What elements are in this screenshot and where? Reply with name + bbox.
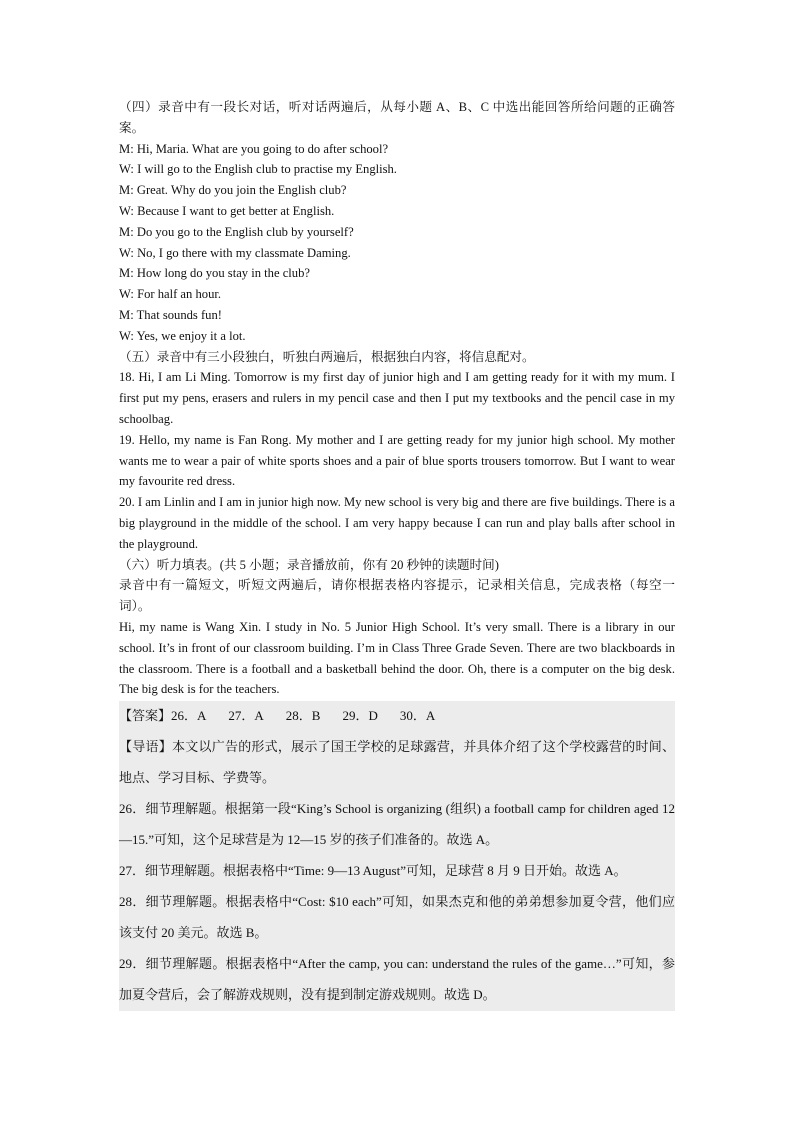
answer-item: 30．A — [399, 708, 436, 723]
answer-item: 28．B — [285, 708, 321, 723]
answer-row — [119, 700, 675, 731]
section-4-heading: （四）录音中有一段长对话，听对话两遍后，从每小题 A、B、C 中选出能回答所给问题的正确答案。 — [119, 100, 675, 135]
monologue-20: 20. I am Linlin and I am in junior high now. My new school is very big and there are five buildings. There is a big playground in the middle of the school. I am very happy because I can run and play balls after school in the playground. — [119, 495, 675, 551]
dialogue-line: M: Do you go to the English club by yourself? — [119, 224, 354, 239]
monologue-18: 18. Hi, I am Li Ming. Tomorrow is my first day of junior high and I am getting ready for it with my mum. I first put my pens, erasers and rulers in my pencil case and then I put my textbooks and the pencil case in my schoolbag. — [119, 370, 675, 426]
dialogue-line: W: I will go to the English club to practise my English. — [119, 162, 397, 177]
answer-item: 27．A — [228, 708, 264, 723]
dialogue-line: W: For half an hour. — [119, 287, 222, 302]
dialogue-line: M: How long do you stay in the club? — [119, 266, 310, 281]
dialogue-line: W: Because I want to get better at English. — [119, 203, 335, 218]
guide-text: 【导语】本文以广告的形式，展示了国王学校的足球露营，并具体介绍了这个学校露营的时间、地点、学习目标、学费等。 — [119, 739, 675, 785]
explanation-29: 29．细节理解题。根据表格中“After the camp, you can: understand the rules of the game…”可知，参加夏令营后，会了解游戏规则，没有提到制定游戏规则。故选 D。 — [119, 956, 675, 1002]
section-5-heading: （五）录音中有三小段独白，听独白两遍后，根据独白内容，将信息配对。 — [119, 349, 535, 364]
explanation-28: 28．细节理解题。根据表格中“Cost: $10 each”可知，如果杰克和他的弟弟想参加夏令营，他们应该支付 20 美元。故选 B。 — [119, 894, 675, 940]
dialogue-line: M: That sounds fun! — [119, 307, 222, 322]
answer-label: 【答案】 — [119, 708, 172, 723]
section-6-instruction: 录音中有一篇短文，听短文两遍后，请你根据表格内容提示，记录相关信息，完成表格（每空一词）。 — [119, 578, 675, 614]
section-6-heading: （六）听力填表。(共 5 小题；录音播放前，你有 20 秒钟的读题时间) — [119, 557, 499, 572]
listening-script — [119, 97, 675, 700]
answer-item: 29．D — [342, 708, 378, 723]
dialogue-line: W: No, I go there with my classmate Daming. — [119, 245, 351, 260]
explanation-27: 27．细节理解题。根据表格中“Time: 9—13 August”可知，足球营 8 月 9 日开始。故选 A。 — [119, 863, 627, 878]
answer-item: 26．A — [171, 708, 207, 723]
dialogue-line: W: Yes, we enjoy it a lot. — [119, 328, 246, 343]
section-6-passage: Hi, my name is Wang Xin. I study in No. 5 Junior High School. It’s very small. There is a library in our school. It’s in front of our classroom building. I’m in Class Three Grade Seven. There are two blackboards in the classroom. There is a football and a basketball behind the door. Oh, there is a computer on the big desk. The big desk is for the teachers. — [119, 619, 675, 697]
monologue-19: 19. Hello, my name is Fan Rong. My mother and I are getting ready for my junior high school. My mother wants me to wear a pair of white sports shoes and a pair of blue sports trousers tomorrow. But I want to wear my favourite red dress. — [119, 432, 675, 489]
dialogue-line: M: Hi, Maria. What are you going to do after school? — [119, 141, 389, 156]
dialogue-line: M: Great. Why do you join the English club? — [119, 183, 347, 198]
explanation-26: 26．细节理解题。根据第一段“King’s School is organizing (组织) a football camp for children aged 12—15.”可知，这个足球营是为 12—15 岁的孩子们准备的。故选 A。 — [119, 801, 675, 847]
